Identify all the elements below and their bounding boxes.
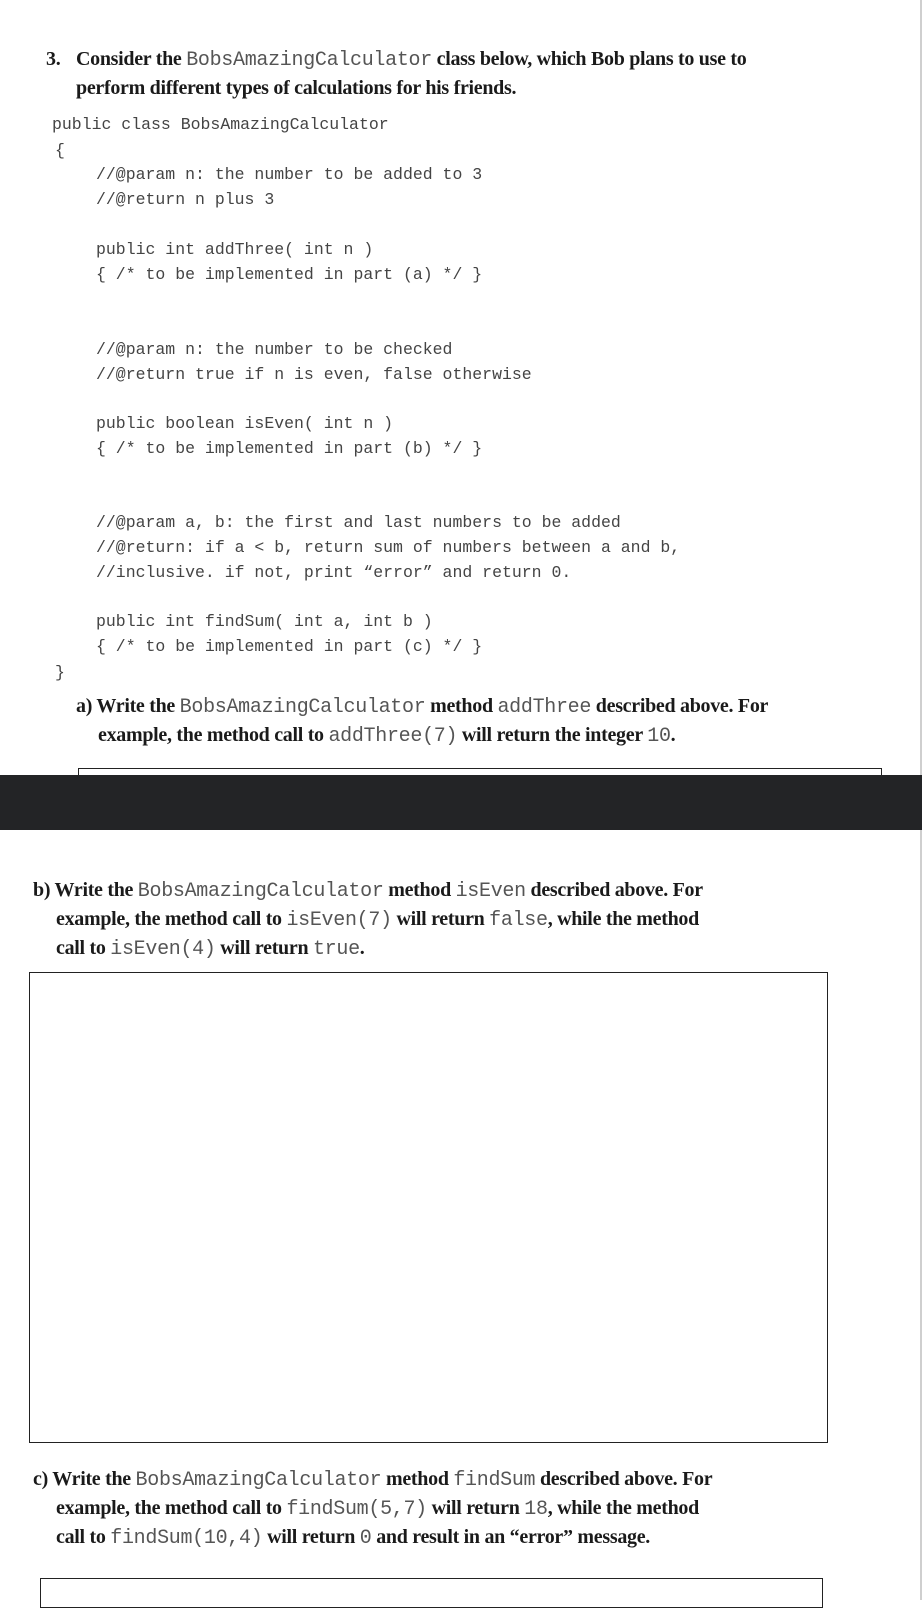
addThree-signature: public int addThree( int n )	[96, 240, 374, 259]
part-c-answer-box[interactable]	[40, 1578, 823, 1608]
question-intro-line-2: perform different types of calculations for his friends.	[76, 77, 517, 99]
screenshot-separator-band	[0, 775, 922, 830]
part-c-line-3: call to findSum(10,4) will return 0 and result in an “error” message.	[56, 1526, 650, 1550]
part-b-line-3: call to isEven(4) will return true.	[56, 937, 365, 961]
findSum-body: { /* to be implemented in part (c) */ }	[96, 637, 483, 656]
isEven-comment-param: //@param n: the number to be checked	[96, 340, 453, 359]
class-open-brace: {	[55, 141, 65, 160]
class-name-code: BobsAmazingCalculator	[186, 49, 432, 72]
class-declaration: public class BobsAmazingCalculator	[52, 115, 389, 134]
part-a-line-2: example, the method call to addThree(7) will return the integer 10.	[98, 724, 676, 748]
findSum-comment-param: //@param a, b: the first and last numbers to be added	[96, 513, 621, 532]
isEven-body: { /* to be implemented in part (b) */ }	[96, 439, 483, 458]
findSum-comment-inclusive: //inclusive. if not, print “error” and return 0.	[96, 563, 572, 582]
addThree-body: { /* to be implemented in part (a) */ }	[96, 265, 483, 284]
findSum-signature: public int findSum( int a, int b )	[96, 612, 433, 631]
part-b-line-2: example, the method call to isEven(7) will return false, while the method	[56, 908, 699, 932]
part-c-line-1: c) Write the BobsAmazingCalculator method findSum described above. For	[33, 1468, 713, 1492]
part-a-line-1: a) Write the BobsAmazingCalculator method addThree described above. For	[76, 695, 769, 719]
part-b-line-1: b) Write the BobsAmazingCalculator method isEven described above. For	[33, 879, 703, 903]
addThree-comment-return: //@return n plus 3	[96, 190, 275, 209]
part-c-line-2: example, the method call to findSum(5,7) will return 18, while the method	[56, 1497, 699, 1521]
addThree-comment-param: //@param n: the number to be added to 3	[96, 165, 483, 184]
isEven-signature: public boolean isEven( int n )	[96, 414, 394, 433]
findSum-comment-return: //@return: if a < b, return sum of numbers between a and b,	[96, 538, 681, 557]
class-close-brace: }	[55, 663, 65, 682]
part-b-answer-box[interactable]	[29, 972, 828, 1443]
question-number: 3.	[46, 48, 61, 70]
question-intro-line-1: Consider the BobsAmazingCalculator class below, which Bob plans to use to	[76, 48, 747, 72]
isEven-comment-return: //@return true if n is even, false otherwise	[96, 365, 532, 384]
